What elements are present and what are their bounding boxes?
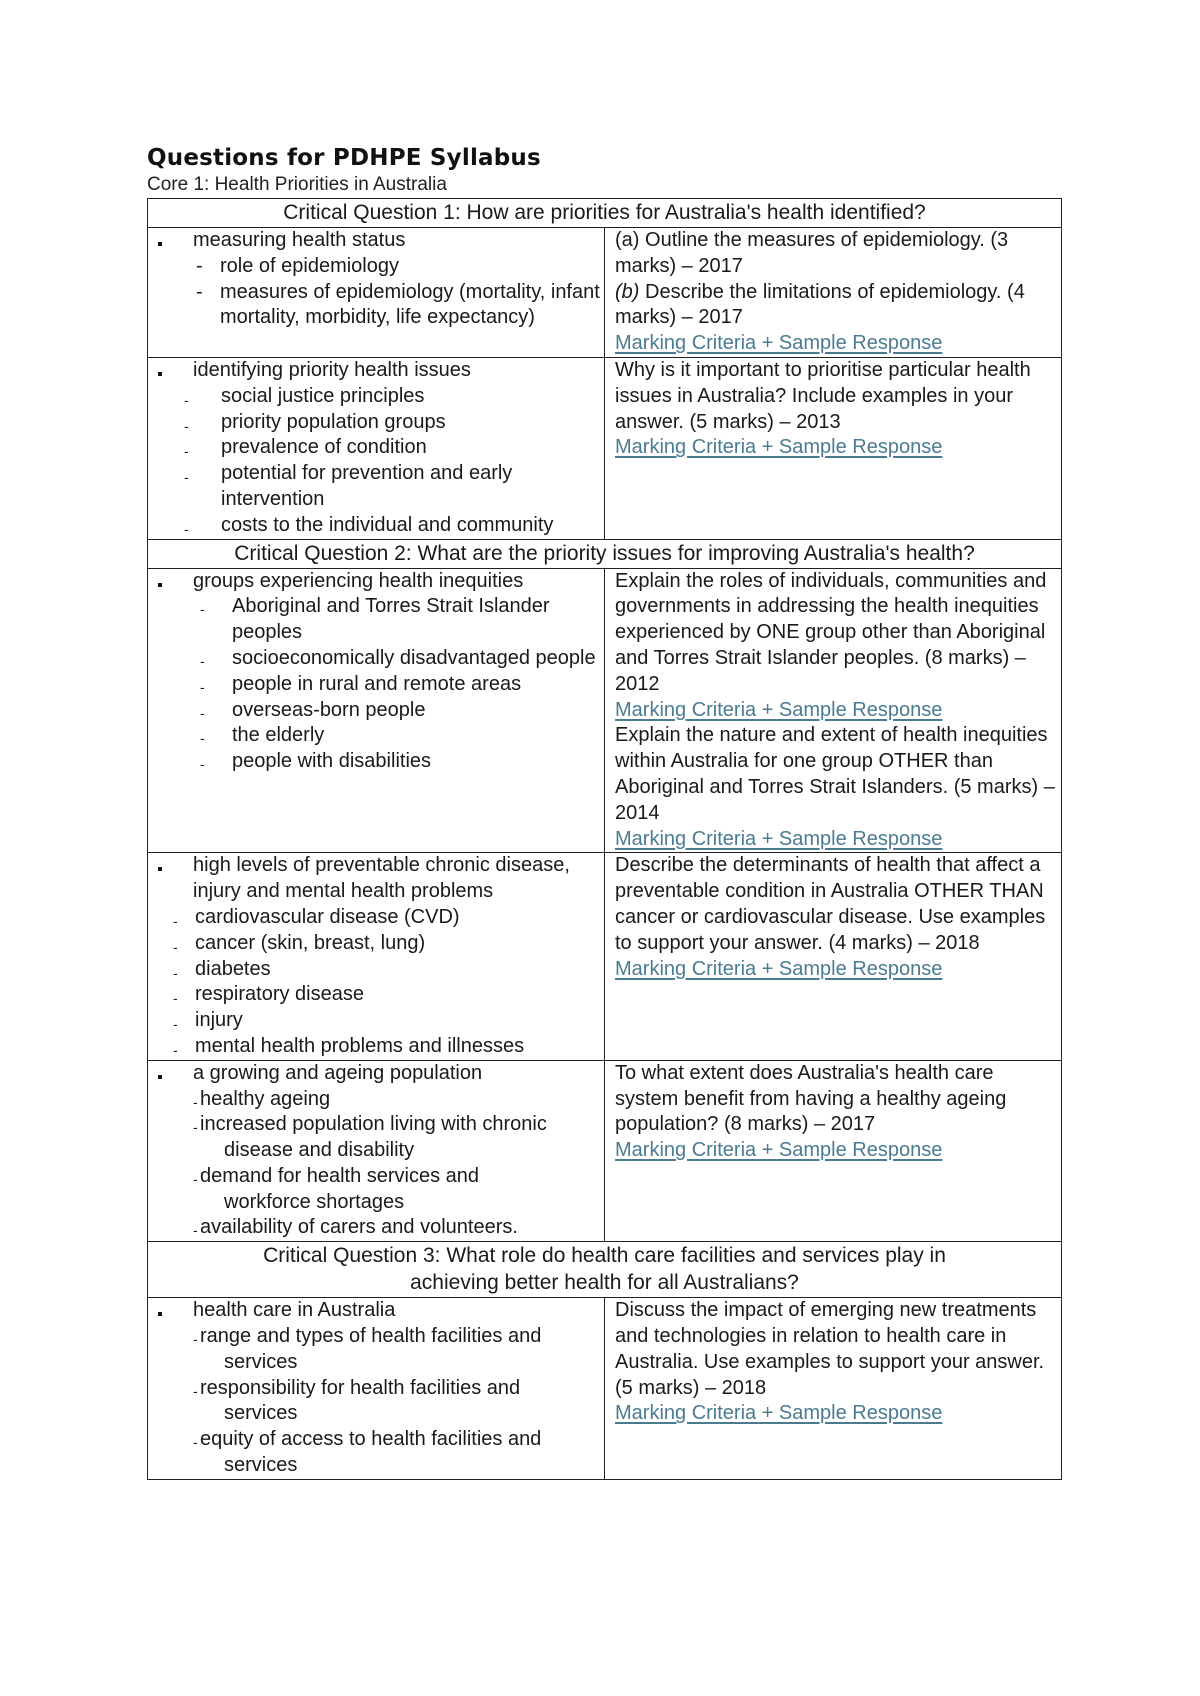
table-row <box>148 228 1062 358</box>
sub-point: - mental health problems and illnesses <box>148 1034 600 1060</box>
syllabus-content-cell <box>148 357 605 539</box>
sub-point: - costs to the individual and community <box>148 513 600 539</box>
document-title: Questions for PDHPE Syllabus <box>147 145 541 171</box>
sub-point: - diabetes <box>148 957 600 983</box>
dash-marker-icon: - <box>193 1119 198 1136</box>
dot-point: high levels of preventable chronic disease, injury and mental health problems <box>148 853 600 905</box>
sub-point: - socioeconomically disadvantaged people <box>148 646 600 672</box>
sub-point: - role of epidemiology <box>148 254 600 280</box>
document-subtitle: Core 1: Health Priorities in Australia <box>147 174 447 195</box>
marking-criteria-link[interactable]: Marking Criteria + Sample Response <box>615 1402 943 1425</box>
syllabus-content-cell <box>148 1060 605 1242</box>
sub-point: - equity of access to health facilities and services <box>193 1428 542 1477</box>
sub-point: - Aboriginal and Torres Strait Islander peoples <box>200 595 550 644</box>
dash-marker-icon: - <box>173 1041 178 1058</box>
sub-point: - healthy ageing <box>148 1087 600 1113</box>
critical-question-3-header-row <box>148 1242 1062 1298</box>
marking-criteria-link[interactable]: Marking Criteria + Sample Response <box>615 698 943 721</box>
table-row <box>148 853 1062 1060</box>
dash-marker-icon: - <box>193 1222 198 1239</box>
dash-marker-icon: - <box>193 1093 198 1110</box>
dash-marker-icon: - <box>173 990 178 1007</box>
sub-point: - cardiovascular disease (CVD) <box>148 905 600 931</box>
sub-point: - potential for prevention and early intervention <box>184 462 513 510</box>
exam-question: (a) Outline the measures of epidemiology. (3 marks) – 2017 <box>615 229 1009 277</box>
sub-point: - injury <box>148 1008 600 1034</box>
dot-point: a growing and ageing population <box>148 1061 600 1087</box>
dash-marker-icon: - <box>184 417 189 434</box>
dash-marker-icon: - <box>196 280 203 303</box>
sub-point: - people with disabilities <box>148 749 600 775</box>
sub-point: - measures of epidemiology (mortality, infant mortality, morbidity, life expectancy) <box>196 280 600 329</box>
exam-question: Why is it important to prioritise particular health issues in Australia? Include examples in your answer. (5 marks) – 2013 <box>615 358 1031 433</box>
syllabus-content-cell <box>148 228 605 358</box>
exam-question: Discuss the impact of emerging new treatments and technologies in relation to health care in Australia. Use examples to support your answer. (5 marks) – 2018 <box>615 1299 1045 1399</box>
dash-marker-icon: - <box>184 443 189 460</box>
critical-question-1-header-row <box>148 199 1062 228</box>
sub-point: - cancer (skin, breast, lung) <box>148 931 600 957</box>
table-row <box>148 1060 1062 1242</box>
dash-marker-icon: - <box>200 678 205 695</box>
dash-marker-icon: - <box>184 520 189 537</box>
dot-point: groups experiencing health inequities <box>148 569 600 595</box>
dot-point: measuring health status <box>148 228 600 254</box>
dash-marker-icon: - <box>193 1331 198 1348</box>
critical-question-1-header: Critical Question 1: How are priorities for Australia's health identified? <box>148 199 1062 228</box>
critical-question-3-header: Critical Question 3: What role do health care facilities and services play in achieving better health for all Australians? <box>148 1242 1062 1298</box>
marking-criteria-link[interactable]: Marking Criteria + Sample Response <box>615 332 943 355</box>
dash-marker-icon: - <box>173 964 178 981</box>
sub-point: - respiratory disease <box>148 982 600 1008</box>
critical-question-2-header: Critical Question 2: What are the priority issues for improving Australia's health? <box>148 539 1062 568</box>
dash-marker-icon: - <box>193 1382 198 1399</box>
syllabus-content-cell <box>148 568 605 853</box>
table-row <box>148 357 1062 539</box>
marking-criteria-link[interactable]: Marking Criteria + Sample Response <box>615 1139 943 1162</box>
exam-question: Explain the nature and extent of health inequities within Australia for one group OTHER than Aboriginal and Torres Strait Islanders. (5 marks) – 2014 <box>615 724 1055 824</box>
dash-marker-icon: - <box>173 1016 178 1033</box>
sub-point: - responsibility for health facilities and services <box>193 1376 521 1425</box>
table-row <box>148 1298 1062 1480</box>
exam-question-cell <box>605 357 1062 539</box>
dash-marker-icon: - <box>173 912 178 929</box>
syllabus-content-cell <box>148 853 605 1060</box>
dash-marker-icon: - <box>200 601 205 618</box>
exam-question-cell <box>605 853 1062 1060</box>
dot-point: health care in Australia <box>148 1298 600 1324</box>
sub-point: - people in rural and remote areas <box>148 672 600 698</box>
dash-marker-icon: - <box>184 469 189 486</box>
sub-point: - the elderly <box>148 723 600 749</box>
dash-marker-icon: - <box>184 391 189 408</box>
exam-question-cell <box>605 1060 1062 1242</box>
table-row <box>148 568 1062 853</box>
dot-point: identifying priority health issues <box>148 358 600 384</box>
marking-criteria-link[interactable]: Marking Criteria + Sample Response <box>615 436 943 459</box>
dash-marker-icon: - <box>200 756 205 773</box>
exam-question: (b) Describe the limitations of epidemiology. (4 marks) – 2017 <box>615 280 1025 329</box>
sub-point: - availability of carers and volunteers. <box>148 1215 600 1241</box>
document-page <box>147 143 1062 1480</box>
marking-criteria-link[interactable]: Marking Criteria + Sample Response <box>615 827 943 850</box>
syllabus-content-cell <box>148 1298 605 1480</box>
dash-marker-icon: - <box>200 730 205 747</box>
sub-point: - range and types of health facilities and services <box>193 1325 542 1373</box>
sub-point: - demand for health services and workforce shortages <box>193 1164 480 1213</box>
dash-marker-icon: - <box>196 254 203 277</box>
exam-question: Describe the determinants of health that affect a preventable condition in Australia OTHER THAN cancer or cardiovascular disease. Use examples to support your answer. (4 marks) – 2018 <box>615 854 1046 954</box>
sub-point: - prevalence of condition <box>148 435 600 461</box>
sub-point: - increased population living with chronic disease and disability <box>193 1113 547 1162</box>
sub-point: - priority population groups <box>148 410 600 436</box>
critical-question-2-header-row <box>148 539 1062 568</box>
exam-question-cell <box>605 228 1062 358</box>
dash-marker-icon: - <box>200 652 205 669</box>
dash-marker-icon: - <box>193 1170 198 1187</box>
sub-point: - social justice principles <box>148 384 600 410</box>
marking-criteria-link[interactable]: Marking Criteria + Sample Response <box>615 957 943 980</box>
exam-question: To what extent does Australia's health care system benefit from having a healthy ageing population? (8 marks) – 2017 <box>615 1061 1007 1136</box>
exam-question: Explain the roles of individuals, communities and governments in addressing the health inequities experienced by ONE group other than Aboriginal and Torres Strait Islander peoples. (8 marks) – 2012 <box>615 569 1047 695</box>
dash-marker-icon: - <box>193 1434 198 1451</box>
sub-point: - overseas-born people <box>148 698 600 724</box>
exam-question-cell <box>605 1298 1062 1480</box>
dash-marker-icon: - <box>200 704 205 721</box>
exam-question-cell <box>605 568 1062 853</box>
syllabus-table <box>147 198 1062 1480</box>
dash-marker-icon: - <box>173 938 178 955</box>
